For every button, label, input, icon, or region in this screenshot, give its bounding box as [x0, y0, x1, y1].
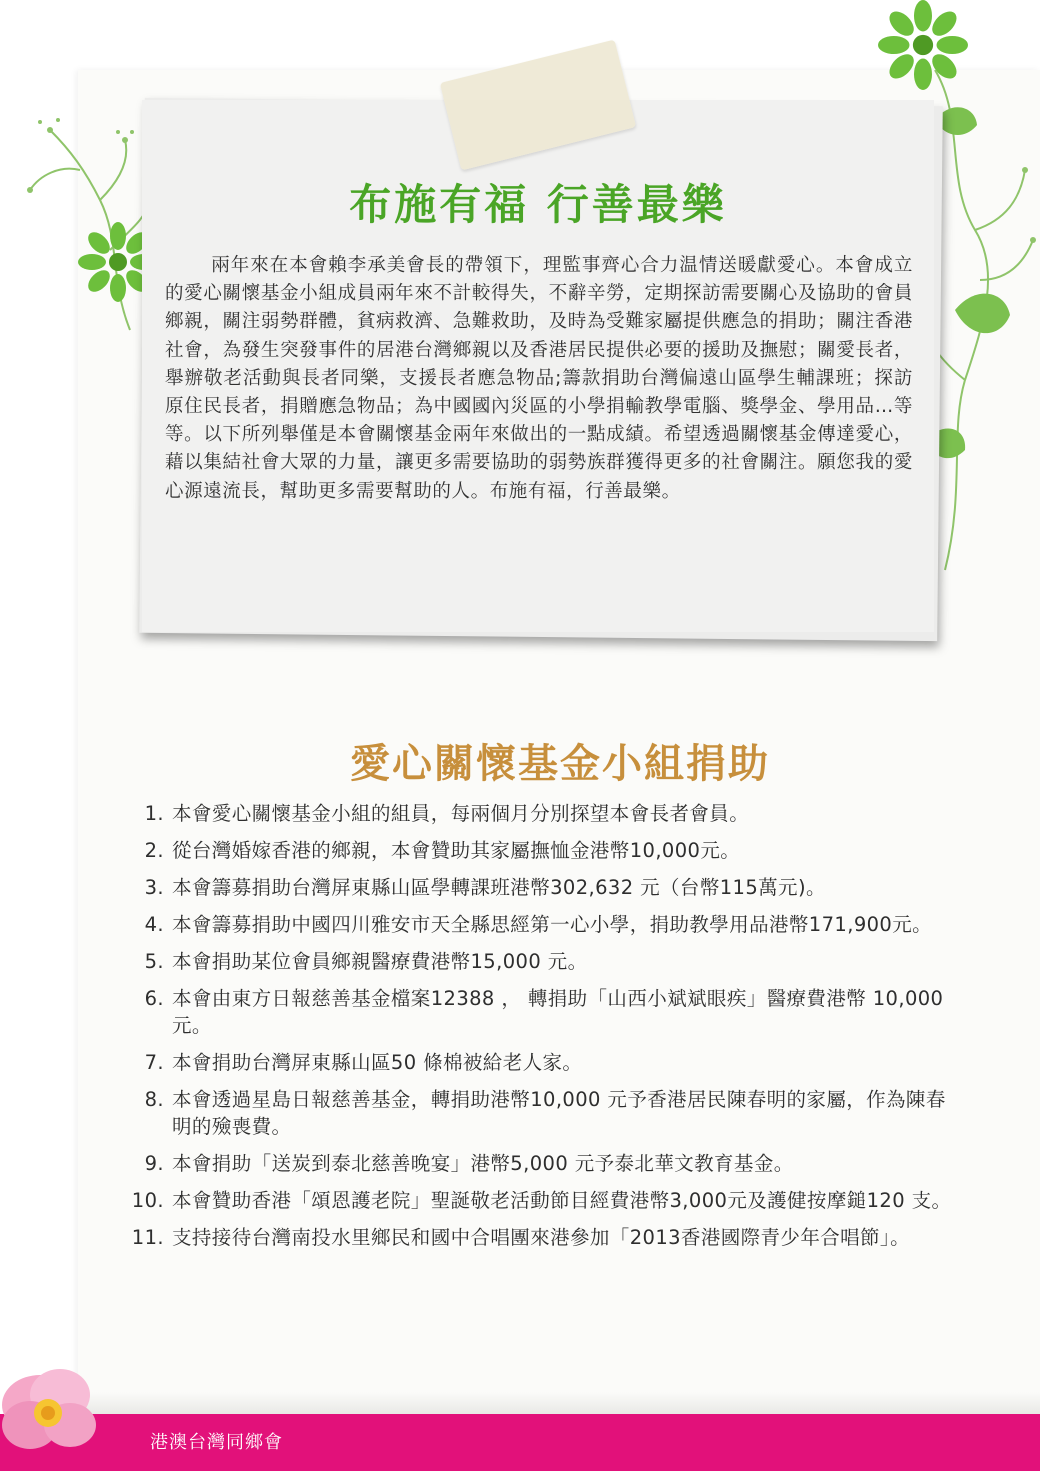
donations-title: 愛心關懷基金小組捐助: [350, 741, 770, 787]
footer-org-name: 港澳台灣同鄉會: [150, 1432, 283, 1453]
item-number: 3.: [144, 876, 164, 899]
page-bottom-shadow: [78, 1392, 1040, 1414]
item-number: 1.: [144, 802, 164, 825]
item-text: 從台灣婚嫁香港的鄉親，本會贊助其家屬撫恤金港幣10,000元。: [172, 839, 741, 862]
list-item: [130, 1049, 956, 1076]
item-number: 7.: [144, 1051, 164, 1074]
item-text: 本會捐助「送炭到泰北慈善晚宴」港幣5,000 元予泰北華文教育基金。: [172, 1152, 794, 1175]
intro-paragraph: 兩年來在本會賴李承美會長的帶領下，理監事齊心合力温情送暖獻愛心。本會成立的愛心關懷基金小組成員兩年來不計較得失，不辭辛勞，定期探訪需要關心及協助的會員鄉親，關注弱勢群體，貧病救濟、急難救助，及時為受難家屬提供應急的捐助；關注香港社會，為發生突發事件的居港台灣鄉親以及香港居民提供必要的援助及撫慰；關愛長者，舉辦敬老活動與長者同樂，支援長者應急物品;籌款捐助台灣偏遠山區學生輔課班；探訪原住民長者，捐贈應急物品；為中國國內災區的小學捐輸教學電腦、獎學金、學用品…等等。以下所列舉僅是本會關懷基金兩年來做出的一點成績。希望透過關懷基金傳達愛心，藉以集結社會大眾的力量，讓更多需要協助的弱勢族群獲得更多的社會關注。願您我的愛心源遠流長，幫助更多需要幫助的人。布施有福，行善最樂。: [165, 255, 913, 502]
list-item: [130, 1187, 956, 1214]
list-item: [130, 800, 956, 827]
list-item: [130, 837, 956, 864]
list-item: [130, 1086, 956, 1140]
item-number: 5.: [144, 950, 164, 973]
item-text: 支持接待台灣南投水里鄉民和國中合唱團來港參加「2013香港國際青少年合唱節」。: [172, 1226, 910, 1249]
item-text: 本會由東方日報慈善基金檔案12388 ， 轉捐助「山西小斌斌眼疾」醫療費港幣 10,000 元。: [172, 987, 944, 1037]
item-text: 本會透過星島日報慈善基金，轉捐助港幣10,000 元予香港居民陳春明的家屬，作為陳春明的殮喪費。: [172, 1088, 946, 1138]
list-item: [130, 985, 956, 1039]
item-text: 本會捐助台灣屏東縣山區50 條棉被給老人家。: [172, 1051, 583, 1074]
item-text: 本會贊助香港「頌恩護老院」聖誕敬老活動節目經費港幣3,000元及護健按摩鎚120 支。: [172, 1189, 952, 1212]
list-item: [130, 1224, 956, 1251]
item-number: 11.: [131, 1226, 164, 1249]
item-number: 8.: [144, 1088, 164, 1111]
list-item: [130, 1150, 956, 1177]
item-number: 10.: [131, 1189, 164, 1212]
item-number: 4.: [144, 913, 164, 936]
pink-peony-icon: [0, 1345, 110, 1465]
intro-title: 布施有福 行善最樂: [349, 180, 727, 229]
item-number: 9.: [144, 1152, 164, 1175]
item-text: 本會籌募捐助台灣屏東縣山區學轉課班港幣302,632 元（台幣115萬元)。: [172, 876, 826, 899]
item-text: 本會捐助某位會員鄉親醫療費港幣15,000 元。: [172, 950, 588, 973]
item-number: 6.: [144, 987, 164, 1010]
list-item: [130, 874, 956, 901]
list-item: [130, 911, 956, 938]
item-text: 本會愛心關懷基金小組的組員，每兩個月分別探望本會長者會員。: [172, 802, 750, 825]
donations-list: [130, 800, 956, 1261]
item-number: 2.: [144, 839, 164, 862]
list-item: [130, 948, 956, 975]
item-text: 本會籌募捐助中國四川雅安市天全縣思經第一心小學，捐助教學用品港幣171,900元。: [172, 913, 933, 936]
